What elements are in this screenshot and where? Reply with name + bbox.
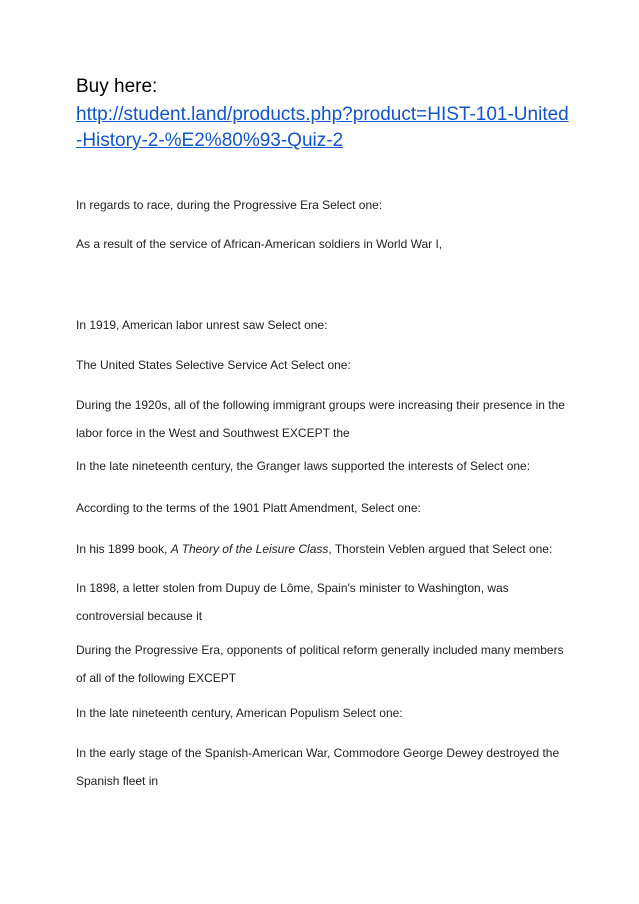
question-8 [76,535,576,563]
question-11: In the late nineteenth century, American Populism Select one: [76,706,403,720]
question-8-suffix: , Thorstein Veblen argued that Select one: [328,542,553,556]
question-2: As a result of the service of African-American soldiers in World War I, [76,237,443,251]
question-8-prefix: In his 1899 book, [76,542,171,556]
question-6: In the late nineteenth century, the Granger laws supported the interests of Select one: [76,459,531,473]
product-link[interactable]: http://student.land/products.php?product=HIST-101-United-History-2-%E2%80%93-Quiz-2 [76,104,569,151]
question-10: During the Progressive Era, opponents of political reform generally included many members of all of the following EXCEPT [76,643,564,685]
question-4: The United States Selective Service Act Select one: [76,358,351,372]
question-12: In the early stage of the Spanish-American War, Commodore George Dewey destroyed the Spanish fleet in [76,746,560,788]
buy-here-label: Buy here: [76,76,158,97]
question-7: According to the terms of the 1901 Platt Amendment, Select one: [76,501,421,515]
question-9: In 1898, a letter stolen from Dupuy de Lôme, Spain's minister to Washington, was controversial because it [76,581,509,623]
book-title: A Theory of the Leisure Class [170,542,329,556]
document-header [76,74,576,154]
question-3: In 1919, American labor unrest saw Select one: [76,318,328,332]
question-1: In regards to race, during the Progressive Era Select one: [76,198,383,212]
question-5: During the 1920s, all of the following immigrant groups were increasing their presence in the labor force in the West and Southwest EXCEPT the [76,398,565,440]
